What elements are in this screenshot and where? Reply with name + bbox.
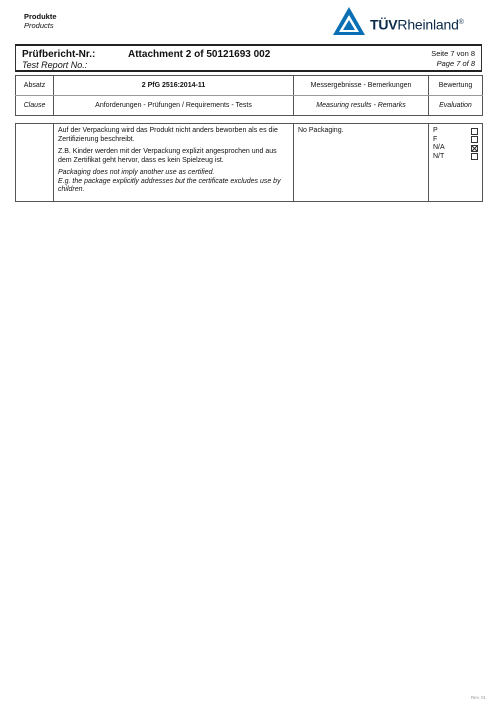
attachment-number: Attachment 2 of 50121693 002 (128, 49, 271, 60)
checkbox-icon (471, 128, 478, 135)
page-number-en: Page 7 of 8 (436, 59, 475, 68)
evaluation-option-not-tested (433, 153, 478, 162)
requirement-de-2: Z.B. Kinder werden mit der Verpackung explizit angesprochen und aus dem Zertifikat geht hervor, dass es kein Spielzeug ist. (58, 148, 277, 164)
brand-registered: ® (458, 19, 464, 26)
results-header-en: Measuring results - Remarks (294, 96, 429, 116)
evaluation-option-not-applicable (433, 144, 478, 153)
table-row (16, 124, 483, 202)
report-label-de: Prüfbericht-Nr.: (22, 49, 96, 60)
tuv-rheinland-logo (332, 6, 482, 36)
category-en: Products (24, 21, 54, 30)
requirements-header-text: Anforderungen - Prüfungen / Requirements - Tests (95, 102, 252, 109)
revision-label: Rev. 01 (470, 695, 486, 700)
evaluation-option-fail (433, 136, 478, 145)
clause-header-de: Absatz (16, 76, 54, 96)
brand-prefix: TÜV (370, 16, 398, 33)
requirement-de-1: Auf der Verpackung wird das Produkt nicht anders beworben als es die Zertifizierung beschreibt. (58, 127, 278, 143)
requirements-table (15, 123, 483, 202)
result-cell: No Packaging. (294, 124, 429, 202)
evaluation-option-pass (433, 127, 478, 136)
evaluation-header-en: Evaluation (429, 96, 483, 116)
evaluation-label: N/T (433, 152, 445, 160)
requirement-en-1: Packaging does not imply another use as certified. (58, 169, 215, 176)
evaluation-label: N/A (433, 144, 445, 151)
clause-cell (16, 124, 54, 202)
evaluation-cell (429, 124, 483, 202)
clause-header-en: Clause (16, 96, 54, 116)
report-label-en: Test Report No.: (22, 60, 88, 70)
results-header-de: Messergebnisse - Bemerkungen (294, 76, 429, 96)
requirements-header (54, 96, 294, 116)
checkbox-icon (471, 136, 478, 143)
evaluation-label: F (433, 135, 438, 143)
document-category (24, 12, 57, 30)
standard-header: 2 PfG 2516:2014-11 (54, 76, 294, 96)
page-number-de: Seite 7 von 8 (431, 49, 475, 58)
requirement-en-2: E.g. the package explicitly addresses but the certificate excludes use by children. (58, 177, 281, 193)
report-number-box (15, 44, 482, 72)
table-header (15, 75, 483, 116)
category-de: Produkte (24, 12, 57, 21)
requirement-cell (54, 124, 294, 202)
triangle-logo-icon (332, 6, 366, 36)
evaluation-label: P (433, 127, 438, 134)
brand-name (370, 15, 464, 33)
brand-main: Rheinland (397, 16, 459, 33)
checked-checkbox-icon (471, 145, 478, 152)
evaluation-header-de: Bewertung (429, 76, 483, 96)
checkbox-icon (471, 153, 478, 160)
